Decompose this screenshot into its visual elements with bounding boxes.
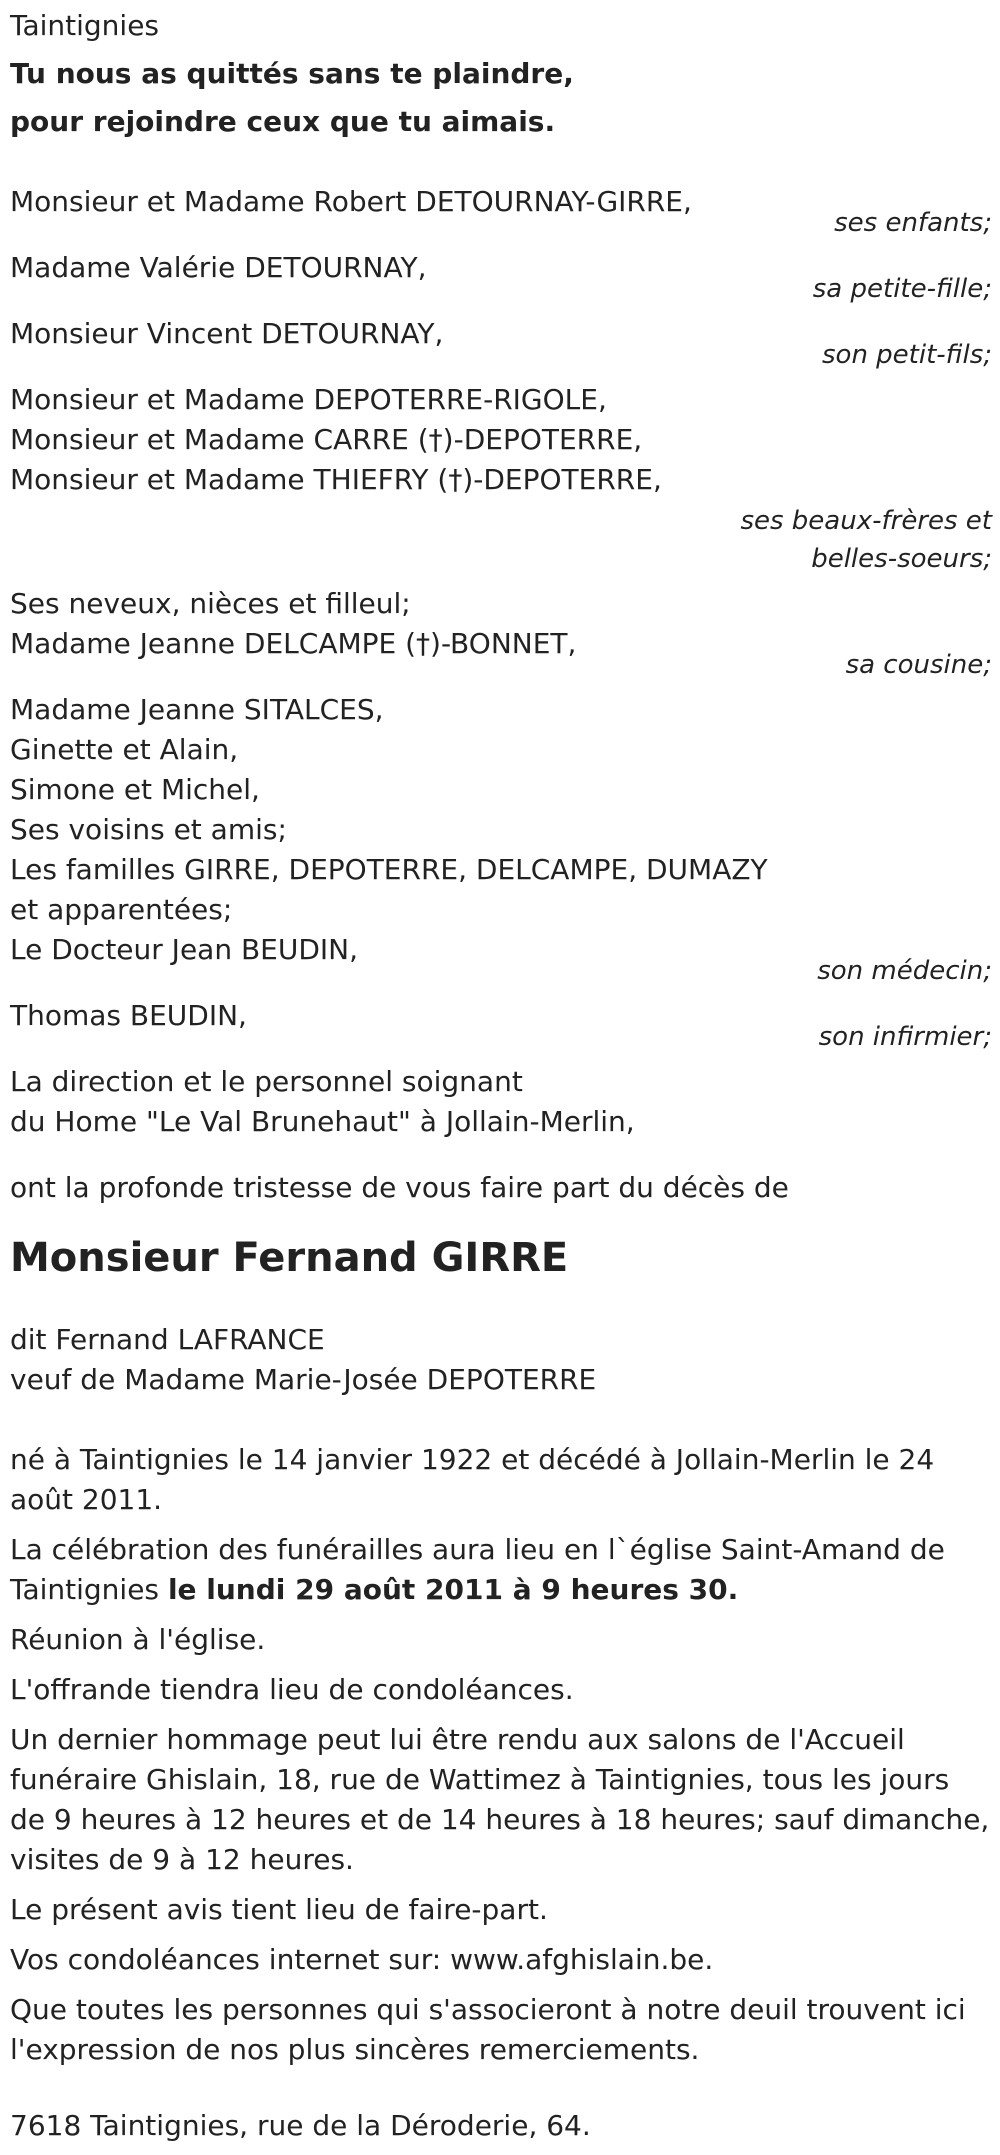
notice-text: Le présent avis tient lieu de faire-part. (10, 1893, 548, 1926)
deceased-widower: veuf de Madame Marie-Josée DEPOTERRE (10, 1363, 597, 1396)
family-in-laws-line-1: Monsieur et Madame DEPOTERRE-RIGOLE, (10, 383, 607, 416)
announcement-text: ont la profonde tristesse de vous faire part du décès de (10, 1171, 789, 1204)
family-in-laws-line-3: Monsieur et Madame THIEFRY (†)-DEPOTERRE, (10, 463, 662, 496)
family-grandson (10, 314, 992, 374)
family-nephews: Ses neveux, nièces et filleul; (10, 587, 411, 620)
family-granddaughter (10, 248, 992, 308)
condolences-text: Vos condoléances internet sur: www.afghislain.be. (10, 1943, 714, 1976)
family-others (10, 690, 992, 990)
family-in-laws (10, 380, 992, 578)
funeral-date: le lundi 29 août 2011 à 9 heures 30. (167, 1573, 739, 1606)
family-doctor-name: Le Docteur Jean BEUDIN, (10, 933, 359, 966)
family-grandson-role: son petit-fils; (821, 340, 992, 370)
family-nurse-name: Thomas BEUDIN, (10, 999, 247, 1032)
family-granddaughter-name: Madame Valérie DETOURNAY, (10, 251, 427, 284)
birth-death-text: né à Taintignies le 14 janvier 1922 et décédé à Jollain-Merlin le 24 août 2011. (10, 1443, 935, 1516)
funeral-text: La célébration des funérailles aura lieu en l`église Saint-Amand de Taintignies (10, 1533, 945, 1606)
meeting-text: Réunion à l'église. (10, 1623, 266, 1656)
deceased-name: Monsieur Fernand GIRRE (10, 1235, 569, 1281)
verse-line-2: pour rejoindre ceux que tu aimais. (10, 105, 556, 138)
offering-text: L'offrande tiendra lieu de condoléances. (10, 1673, 574, 1706)
family-grandson-name: Monsieur Vincent DETOURNAY, (10, 317, 444, 350)
family-others-line-4: Ses voisins et amis; (10, 813, 287, 846)
family-others-line-3: Simone et Michel, (10, 773, 260, 806)
family-nephews-cousin (10, 584, 992, 684)
family-doctor-role: son médecin; (817, 956, 992, 986)
family-nurse-role: son infirmier; (818, 1022, 992, 1052)
family-children-name: Monsieur et Madame Robert DETOURNAY-GIRRE, (10, 185, 692, 218)
care-home-line-1: La direction et le personnel soignant (10, 1065, 523, 1098)
place-header: Taintignies (10, 9, 160, 42)
family-children (10, 182, 992, 242)
family-children-role: ses enfants; (834, 208, 992, 238)
address-text: 7618 Taintignies, rue de la Déroderie, 64. (10, 2109, 591, 2142)
family-in-laws-line-2: Monsieur et Madame CARRE (†)-DEPOTERRE, (10, 423, 643, 456)
deceased-alias: dit Fernand LAFRANCE (10, 1323, 325, 1356)
family-others-line-2: Ginette et Alain, (10, 733, 239, 766)
family-cousin-name: Madame Jeanne DELCAMPE (†)-BONNET, (10, 627, 577, 660)
verse-line-1: Tu nous as quittés sans te plaindre, (10, 57, 574, 90)
family-cousin-role: sa cousine; (845, 650, 992, 680)
family-in-laws-role-2: belles-soeurs; (811, 544, 992, 574)
funeral-paragraph (10, 1530, 992, 1610)
family-in-laws-role-1: ses beaux-frères et (740, 506, 992, 536)
family-nurse (10, 996, 992, 1056)
family-granddaughter-role: sa petite-fille; (812, 274, 992, 304)
tribute-text: Un dernier hommage peut lui être rendu aux salons de l'Accueil funéraire Ghislain, 18, rue de Wattimez à Taintignies, tous les jours de 9 heures à 12 heures et de 14 heures à 18 heures; sauf dimanche, visites de 9 à 12 heures. (10, 1723, 990, 1876)
thanks-text: Que toutes les personnes qui s'associeront à notre deuil trouvent ici l'expression de nos plus sincères remerciements. (10, 1993, 966, 2066)
family-others-line-1: Madame Jeanne SITALCES, (10, 693, 384, 726)
care-home-line-2: du Home "Le Val Brunehaut" à Jollain-Merlin, (10, 1105, 635, 1138)
family-others-line-6: et apparentées; (10, 893, 233, 926)
family-others-line-5: Les familles GIRRE, DEPOTERRE, DELCAMPE, DUMAZY (10, 853, 768, 886)
family-care-home (10, 1062, 992, 1142)
